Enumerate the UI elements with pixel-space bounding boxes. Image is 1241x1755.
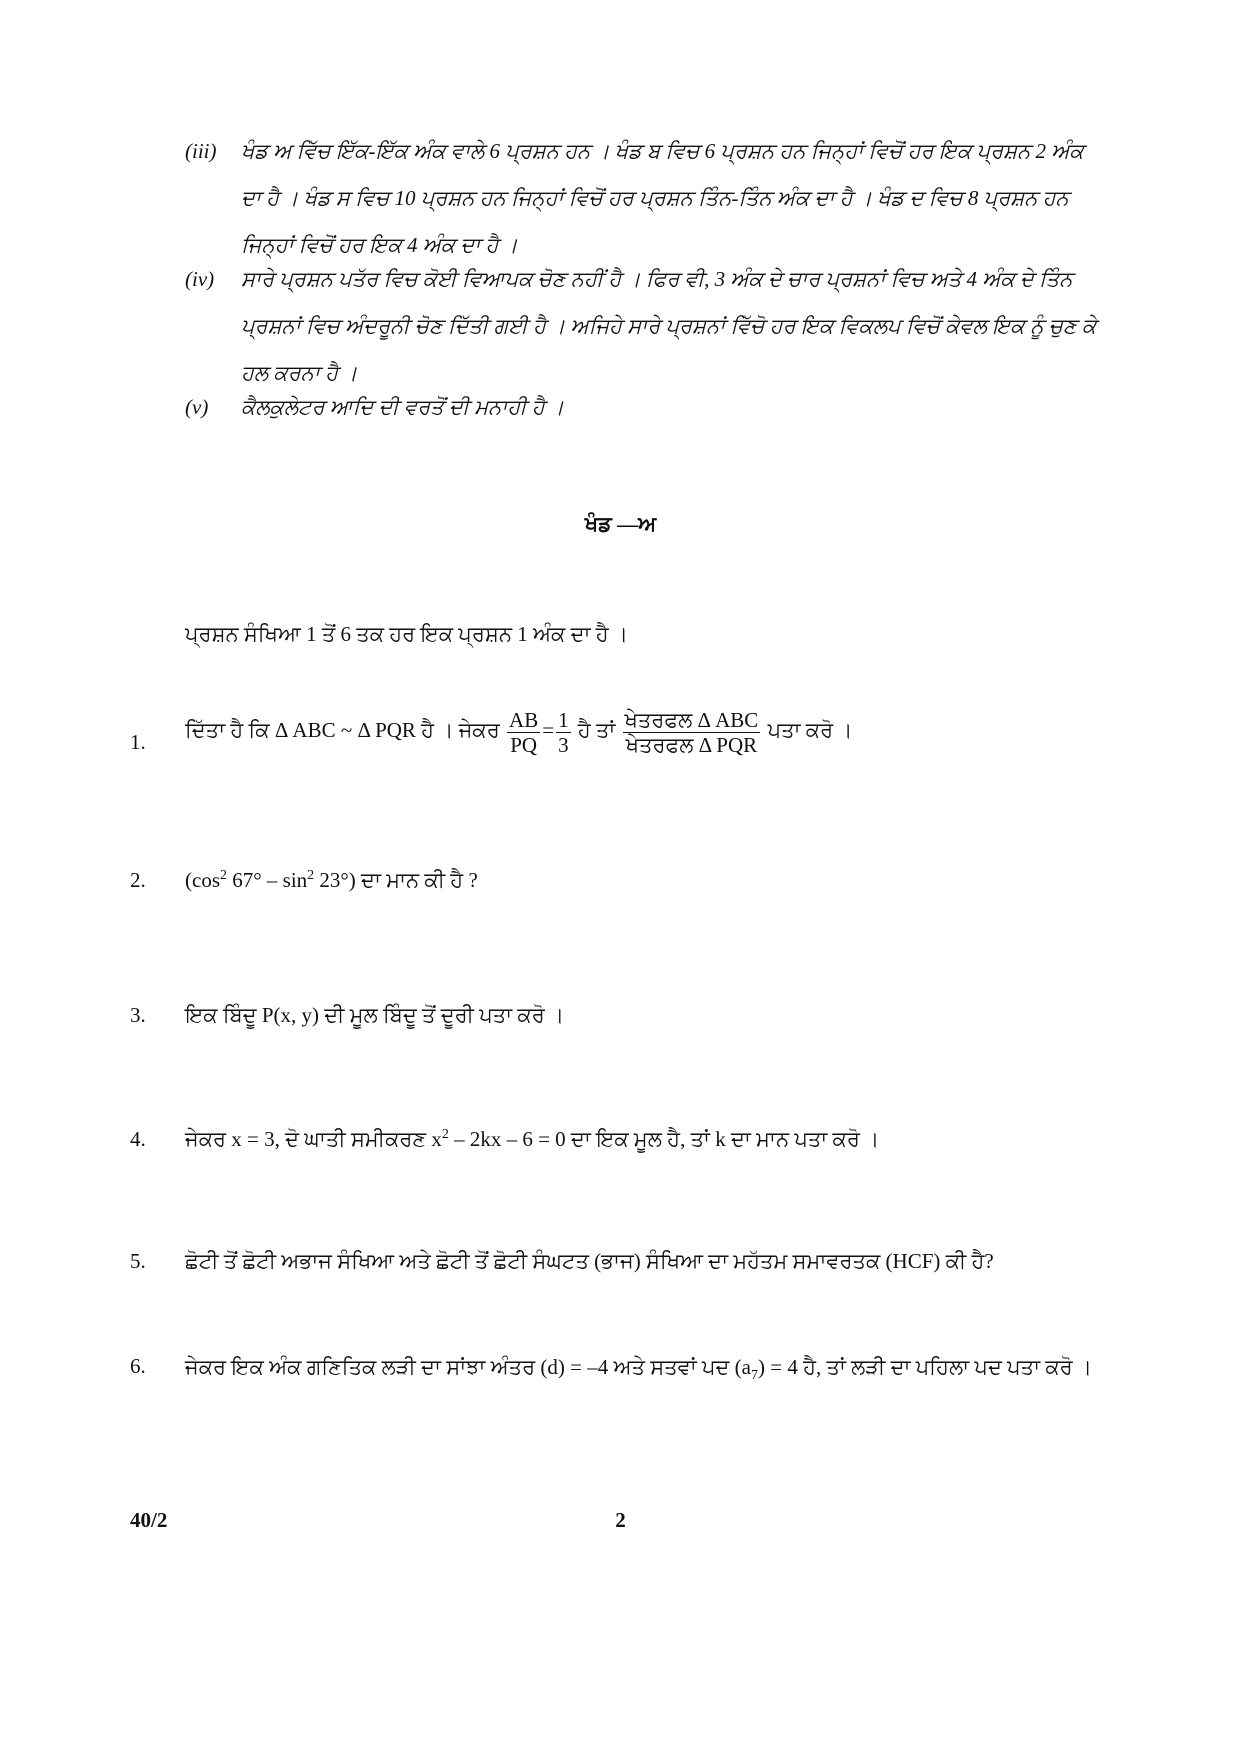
- instruction-number: (iii): [185, 139, 217, 163]
- q4-part: – 2kx – 6 = 0 ਦਾ ਇਕ ਮੂਲ ਹੈ, ਤਾਂ k ਦਾ ਮਾਨ ਪਤਾ ਕਰੋ ।: [448, 1127, 880, 1151]
- question-number: 6.: [130, 1354, 146, 1378]
- instruction-number: (iv): [185, 267, 215, 291]
- section-intro: ਪ੍ਰਸ਼ਨ ਸੰਖਿਆ 1 ਤੋਂ 6 ਤਕ ਹਰ ਇਕ ਪ੍ਰਸ਼ਨ 1 ਅੰਕ ਦਾ ਹੈ ।: [185, 622, 629, 646]
- superscript: 2: [441, 1127, 449, 1142]
- q2-part: 23°) ਦਾ ਮਾਨ ਕੀ ਹੈ ?: [314, 868, 478, 892]
- question-text: [185, 856, 1105, 904]
- superscript: 2: [220, 868, 227, 883]
- fraction-numerator: 1: [558, 707, 569, 732]
- instruction-text: ਖੰਡ ਅ ਵਿੱਚ ਇੱਕ-ਇੱਕ ਅੰਕ ਵਾਲੇ 6 ਪ੍ਰਸ਼ਨ ਹਨ । ਖੰਡ ਬ ਵਿਚ 6 ਪ੍ਰਸ਼ਨ ਹਨ ਜਿਨ੍ਹਾਂ ਵਿਚੋਂ ਹਰ ਇਕ ਪ੍ਰਸ਼ਨ 2 ਅੰਕ ਦਾ ਹੈ । ਖੰਡ ਸ ਵਿਚ 10 ਪ੍ਰਸ਼ਨ ਹਨ ਜਿਨ੍ਹਾਂ ਵਿਚੋਂ ਹਰ ਪ੍ਰਸ਼ਨ ਤਿੰਨ-ਤਿੰਨ ਅੰਕ ਦਾ ਹੈ । ਖੰਡ ਦ ਵਿਚ 8 ਪ੍ਰਸ਼ਨ ਹਨ ਜਿਨ੍ਹਾਂ ਵਿਚੋਂ ਹਰ ਇਕ 4 ਅੰਕ ਦਾ ਹੈ ।: [241, 139, 1084, 257]
- instruction-number: (v): [185, 395, 209, 419]
- q1-middle: ਹੈ ਤਾਂ: [577, 718, 616, 742]
- instruction-text: ਸਾਰੇ ਪ੍ਰਸ਼ਨ ਪਤੱਰ ਵਿਚ ਕੋਈ ਵਿਆਪਕ ਚੋਣ ਨਹੀਂ ਹੈ । ਫਿਰ ਵੀ, 3 ਅੰਕ ਦੇ ਚਾਰ ਪ੍ਰਸ਼ਨਾਂ ਵਿਚ ਅਤੇ 4 ਅੰਕ ਦੇ ਤਿੰਨ ਪ੍ਰਸ਼ਨਾਂ ਵਿਚ ਅੰਦਰੂਨੀ ਚੋਣ ਦਿੱਤੀ ਗਈ ਹੈ । ਅਜਿਹੇ ਸਾਰੇ ਪ੍ਰਸ਼ਨਾਂ ਵਿੱਚੋ ਹਰ ਇਕ ਵਿਕਲਪ ਵਿਚੋਂ ਕੇਵਲ ਇਕ ਨੂੰ ਚੁਣ ਕੇ ਹਲ ਕਰਨਾ ਹੈ ।: [241, 267, 1097, 385]
- fraction-numerator: AB: [509, 707, 539, 732]
- q6-part: ) = 4 ਹੈ, ਤਾਂ ਲੜੀ ਦਾ ਪਹਿਲਾ ਪਦ ਪਤਾ ਕਰੋ ।: [758, 1355, 1093, 1379]
- section-title: ਖੰਡ —ਅ: [584, 512, 657, 536]
- question-number: 4.: [130, 1127, 146, 1151]
- subscript: 7: [751, 1368, 758, 1384]
- fraction-denominator: ਖੇਤਰਫਲ Δ PQR: [625, 732, 758, 757]
- fraction-area-ratio: [623, 708, 761, 757]
- instruction-text: ਕੈਲਕੁਲੇਟਰ ਆਦਿ ਦੀ ਵਰਤੋਂ ਦੀ ਮਨਾਹੀ ਹੈ ।: [241, 395, 565, 419]
- q6-part: ਜੇਕਰ ਇਕ ਅੰਕ ਗਣਿਤਿਕ ਲੜੀ ਦਾ ਸਾਂਝਾ ਅੰਤਰ (d) = –4 ਅਤੇ ਸਤਵਾਂ ਪਦ (a: [185, 1355, 751, 1379]
- q2-part: (cos: [185, 868, 220, 892]
- question-text: [185, 1115, 1105, 1163]
- fraction-ab-pq: [507, 708, 540, 757]
- question-text: [185, 1342, 1105, 1392]
- question-text: ਇਕ ਬਿੰਦੂ P(x, y) ਦੀ ਮੂਲ ਬਿੰਦੂ ਤੋਂ ਦੂਰੀ ਪਤਾ ਕਰੋ ।: [185, 1003, 565, 1027]
- page-number: 2: [615, 1508, 626, 1532]
- q2-part: 67° – sin: [227, 868, 308, 892]
- q4-part: ਜੇਕਰ x = 3, ਦੋ ਘਾਤੀ ਸਮੀਕਰਣ x: [185, 1127, 442, 1151]
- q1-suffix: ਪਤਾ ਕਰੋ ।: [767, 718, 853, 742]
- fraction-numerator: ਖੇਤਰਫਲ Δ ABC: [624, 707, 759, 732]
- q1-prefix: ਦਿੱਤਾ ਹੈ ਕਿ Δ ABC ~ Δ PQR ਹੈ । ਜੇਕਰ: [185, 718, 500, 742]
- question-number: 2.: [130, 868, 146, 892]
- equals-sign: =: [542, 718, 555, 742]
- paper-code: 40/2: [130, 1508, 168, 1532]
- fraction-one-third: [556, 708, 571, 757]
- fraction-denominator: PQ: [510, 732, 538, 757]
- fraction-denominator: 3: [558, 732, 569, 757]
- question-text: ਛੋਟੀ ਤੋਂ ਛੋਟੀ ਅਭਾਜ ਸੰਖਿਆ ਅਤੇ ਛੋਟੀ ਤੋਂ ਛੋਟੀ ਸੰਘਟਤ (ਭਾਜ) ਸੰਖਿਆ ਦਾ ਮਹੱਤਮ ਸਮਾਵਰਤਕ (HCF) ਕੀ ਹੈ?: [185, 1249, 994, 1273]
- question-text: [185, 702, 1105, 758]
- superscript: 2: [307, 868, 315, 883]
- question-number: 5.: [130, 1249, 146, 1273]
- question-number: 3.: [130, 1003, 146, 1027]
- question-number: 1.: [130, 730, 146, 754]
